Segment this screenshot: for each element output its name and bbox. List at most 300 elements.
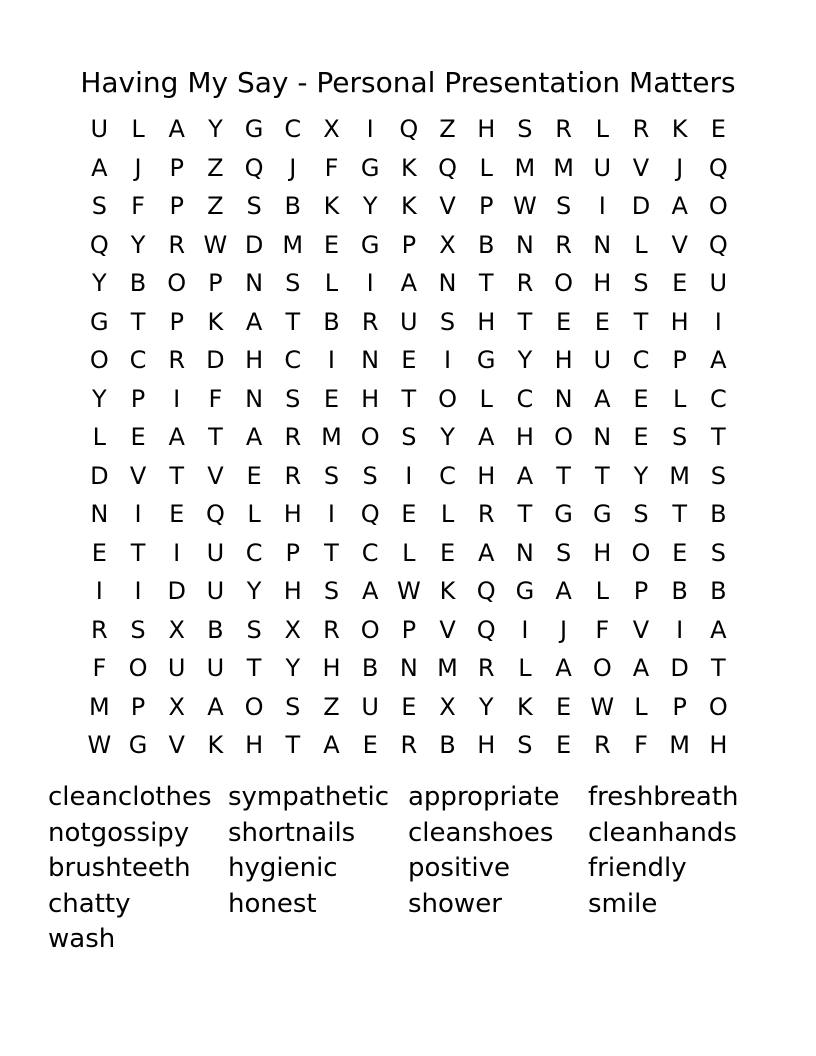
- grid-letter: L: [324, 269, 339, 297]
- grid-letter: L: [634, 692, 648, 721]
- grid-letter: S: [323, 577, 340, 605]
- grid-letter: P: [672, 346, 687, 374]
- grid-letter: L: [440, 500, 455, 528]
- letter-grid: [80, 110, 740, 765]
- grid-letter: R: [168, 346, 186, 374]
- grid-letter: T: [285, 307, 301, 336]
- grid-letter: F: [131, 192, 145, 220]
- grid-letter: Z: [323, 692, 340, 721]
- grid-letter: Y: [517, 346, 533, 374]
- word-list-item: brushteeth: [48, 853, 191, 883]
- grid-letter: S: [362, 461, 378, 490]
- grid-letter: R: [323, 615, 340, 644]
- grid-letter: J: [676, 153, 684, 182]
- grid-letter: E: [556, 731, 572, 759]
- grid-letter: V: [207, 461, 224, 490]
- grid-letter: G: [244, 115, 264, 143]
- grid-letter: E: [130, 423, 146, 451]
- grid-letter: G: [515, 577, 535, 605]
- grid-letter: A: [361, 577, 379, 605]
- grid-letter: I: [327, 500, 335, 528]
- grid-row: [80, 572, 740, 611]
- grid-letter: P: [633, 577, 649, 605]
- grid-letter: T: [130, 538, 146, 567]
- grid-letter: L: [672, 384, 687, 413]
- grid-letter: W: [396, 577, 421, 605]
- grid-letter: A: [671, 192, 688, 220]
- grid-row: [80, 534, 740, 573]
- grid-row: [80, 264, 740, 303]
- grid-letter: E: [169, 500, 185, 528]
- grid-letter: H: [554, 346, 573, 374]
- grid-letter: O: [89, 346, 109, 374]
- grid-letter: N: [399, 654, 418, 682]
- grid-letter: L: [595, 115, 609, 143]
- grid-letter: H: [477, 115, 496, 143]
- grid-letter: T: [130, 307, 146, 336]
- grid-letter: R: [593, 731, 611, 759]
- grid-letter: M: [282, 230, 304, 259]
- grid-letter: W: [87, 731, 112, 759]
- grid-letter: T: [246, 654, 262, 682]
- grid-letter: T: [711, 654, 726, 682]
- grid-letter: H: [322, 654, 341, 682]
- grid-letter: U: [206, 577, 225, 605]
- word-list-item: cleanshoes: [408, 817, 554, 848]
- grid-letter: S: [246, 192, 262, 220]
- grid-letter: D: [244, 230, 264, 259]
- word-list-item: appropriate: [408, 782, 560, 812]
- grid-letter: A: [478, 538, 495, 567]
- grid-letter: B: [207, 615, 224, 644]
- grid-letter: H: [477, 731, 496, 759]
- grid-letter: L: [479, 153, 493, 182]
- grid-letter: O: [708, 192, 728, 220]
- grid-letter: G: [360, 153, 380, 182]
- word-list-item: friendly: [588, 853, 687, 883]
- grid-letter: N: [515, 230, 534, 259]
- grid-letter: H: [245, 731, 264, 759]
- grid-letter: K: [517, 692, 533, 721]
- grid-letter: B: [361, 654, 379, 682]
- grid-letter: A: [478, 423, 495, 451]
- grid-letter: S: [130, 615, 146, 644]
- grid-letter: Q: [708, 153, 728, 182]
- grid-letter: K: [323, 192, 340, 220]
- grid-letter: V: [632, 615, 650, 644]
- grid-letter: I: [95, 577, 103, 605]
- grid-letter: T: [672, 500, 687, 528]
- word-list-item: chatty: [48, 888, 131, 919]
- grid-letter: A: [245, 423, 263, 451]
- grid-letter: A: [710, 346, 727, 374]
- grid-letter: S: [285, 692, 301, 721]
- grid-letter: G: [90, 307, 109, 336]
- grid-letter: S: [285, 269, 301, 297]
- grid-letter: A: [632, 654, 650, 682]
- grid-letter: E: [401, 500, 417, 528]
- word-list-item: wash: [48, 924, 116, 954]
- grid-letter: S: [517, 731, 533, 759]
- grid-letter: G: [476, 346, 496, 374]
- grid-letter: A: [516, 461, 534, 490]
- grid-letter: S: [439, 307, 456, 336]
- grid-letter: U: [593, 153, 612, 182]
- grid-letter: U: [206, 538, 225, 567]
- grid-letter: K: [207, 307, 224, 336]
- grid-letter: H: [477, 307, 496, 336]
- grid-letter: S: [323, 461, 340, 490]
- grid-letter: V: [632, 153, 650, 182]
- grid-letter: O: [631, 538, 651, 567]
- word-list-item: cleanhands: [588, 817, 737, 848]
- grid-letter: O: [554, 423, 574, 451]
- grid-letter: G: [128, 731, 148, 759]
- grid-letter: C: [245, 538, 263, 567]
- grid-letter: P: [169, 307, 184, 336]
- grid-letter: R: [516, 269, 534, 297]
- grid-letter: R: [284, 423, 302, 451]
- grid-letter: B: [323, 307, 340, 336]
- grid-letter: H: [477, 461, 496, 490]
- grid-letter: O: [438, 384, 457, 413]
- grid-letter: E: [246, 461, 262, 490]
- grid-letter: X: [439, 230, 456, 259]
- grid-letter: R: [555, 115, 572, 143]
- grid-letter: L: [479, 384, 493, 413]
- grid-letter: F: [324, 153, 339, 182]
- grid-letter: P: [130, 384, 146, 413]
- grid-letter: E: [323, 384, 340, 413]
- grid-letter: N: [593, 230, 612, 259]
- grid-letter: A: [168, 115, 185, 143]
- grid-letter: E: [401, 692, 417, 721]
- grid-letter: V: [129, 461, 147, 490]
- grid-letter: U: [90, 115, 109, 143]
- grid-letter: B: [284, 192, 302, 220]
- grid-letter: J: [560, 615, 568, 644]
- grid-letter: B: [439, 731, 456, 759]
- grid-letter: R: [400, 731, 418, 759]
- grid-letter: R: [284, 461, 302, 490]
- grid-letter: N: [245, 269, 264, 297]
- grid-letter: S: [710, 538, 726, 567]
- grid-letter: T: [633, 307, 649, 336]
- grid-letter: P: [401, 615, 417, 644]
- grid-letter: Y: [208, 115, 223, 143]
- grid-letter: H: [515, 423, 534, 451]
- grid-letter: M: [514, 153, 536, 182]
- grid-letter: A: [245, 307, 263, 336]
- grid-letter: N: [438, 269, 457, 297]
- grid-letter: Z: [207, 192, 224, 220]
- grid-letter: T: [285, 731, 301, 759]
- grid-letter: R: [477, 500, 495, 528]
- grid-letter: G: [360, 230, 380, 259]
- grid-letter: V: [671, 230, 688, 259]
- grid-letter: U: [206, 654, 225, 682]
- grid-letter: O: [554, 269, 574, 297]
- grid-letter: M: [321, 423, 342, 451]
- grid-letter: P: [285, 538, 301, 567]
- grid-row: [80, 611, 740, 650]
- word-list-item: freshbreath: [588, 782, 739, 812]
- grid-letter: S: [246, 615, 262, 644]
- grid-letter: Q: [89, 230, 109, 259]
- grid-letter: A: [710, 615, 727, 644]
- grid-letter: Y: [285, 654, 301, 682]
- grid-letter: F: [208, 384, 223, 413]
- grid-letter: T: [594, 461, 610, 490]
- grid-letter: K: [400, 153, 417, 182]
- grid-letter: N: [245, 384, 264, 413]
- grid-letter: R: [632, 115, 650, 143]
- grid-letter: L: [92, 423, 107, 451]
- grid-row: [80, 418, 740, 457]
- grid-letter: L: [518, 654, 532, 682]
- grid-letter: W: [203, 230, 228, 259]
- grid-letter: S: [555, 538, 572, 567]
- grid-letter: M: [553, 153, 574, 182]
- word-list-item: shortnails: [228, 817, 356, 848]
- grid-letter: S: [633, 500, 649, 528]
- grid-letter: S: [285, 384, 301, 413]
- grid-letter: I: [134, 500, 142, 528]
- grid-letter: B: [710, 500, 727, 528]
- grid-letter: Q: [399, 115, 419, 143]
- grid-letter: R: [555, 230, 572, 259]
- grid-letter: S: [555, 192, 572, 220]
- grid-letter: F: [595, 615, 610, 644]
- grid-letter: S: [401, 423, 417, 451]
- grid-letter: X: [439, 692, 456, 721]
- grid-letter: A: [323, 731, 340, 759]
- grid-row: [80, 226, 740, 265]
- grid-letter: S: [710, 461, 726, 490]
- grid-letter: C: [516, 384, 534, 413]
- grid-letter: E: [401, 346, 417, 374]
- word-list-item: sympathetic: [228, 782, 390, 812]
- grid-letter: W: [513, 192, 537, 220]
- grid-letter: G: [554, 500, 573, 528]
- grid-letter: X: [323, 115, 340, 143]
- grid-letter: Y: [478, 692, 494, 721]
- grid-letter: H: [593, 538, 612, 567]
- grid-letter: T: [556, 461, 571, 490]
- grid-letter: T: [208, 423, 223, 451]
- grid-letter: S: [91, 192, 107, 220]
- grid-letter: Q: [476, 615, 496, 644]
- grid-letter: L: [247, 500, 261, 528]
- grid-letter: L: [131, 115, 145, 143]
- grid-letter: M: [669, 461, 691, 490]
- grid-letter: Q: [476, 577, 496, 605]
- grid-letter: L: [634, 230, 648, 259]
- grid-letter: Q: [708, 230, 728, 259]
- grid-letter: F: [634, 731, 648, 759]
- grid-letter: A: [168, 423, 185, 451]
- grid-letter: S: [633, 269, 649, 297]
- grid-letter: K: [400, 192, 417, 220]
- grid-letter: O: [128, 654, 148, 682]
- grid-letter: C: [129, 346, 147, 374]
- grid-letter: I: [366, 115, 374, 143]
- grid-letter: L: [595, 577, 609, 605]
- page-title: Having My Say - Personal Presentation Matters: [80, 65, 736, 99]
- grid-letter: X: [284, 615, 301, 644]
- grid-letter: E: [594, 307, 610, 336]
- grid-letter: I: [521, 615, 529, 644]
- grid-letter: N: [593, 423, 612, 451]
- grid-letter: Y: [246, 577, 262, 605]
- grid-row: [80, 341, 740, 380]
- grid-letter: C: [439, 461, 456, 490]
- grid-letter: I: [676, 615, 684, 644]
- grid-letter: N: [554, 384, 573, 413]
- grid-letter: I: [366, 269, 374, 297]
- grid-letter: H: [283, 577, 302, 605]
- grid-letter: E: [672, 538, 688, 567]
- grid-letter: I: [173, 384, 181, 413]
- grid-row: [80, 187, 740, 226]
- word-list-item: shower: [408, 888, 502, 919]
- grid-letter: H: [283, 500, 302, 528]
- grid-letter: I: [598, 192, 606, 220]
- grid-letter: S: [672, 423, 688, 451]
- grid-letter: H: [670, 307, 689, 336]
- grid-letter: E: [323, 230, 340, 259]
- word-list-item: hygienic: [228, 853, 338, 883]
- word-list-item: positive: [408, 853, 510, 883]
- grid-letter: V: [168, 731, 185, 759]
- grid-letter: O: [244, 692, 264, 721]
- grid-letter: E: [633, 423, 649, 451]
- grid-letter: E: [672, 269, 688, 297]
- grid-letter: S: [517, 115, 533, 143]
- grid-letter: I: [173, 538, 181, 567]
- grid-letter: Y: [633, 461, 649, 490]
- grid-letter: L: [402, 538, 416, 567]
- grid-letter: G: [592, 500, 612, 528]
- grid-letter: C: [284, 346, 302, 374]
- grid-letter: E: [439, 538, 456, 567]
- grid-letter: C: [632, 346, 650, 374]
- grid-letter: P: [169, 153, 184, 182]
- grid-letter: X: [168, 692, 185, 721]
- grid-letter: U: [593, 346, 612, 374]
- grid-letter: N: [361, 346, 380, 374]
- grid-letter: O: [708, 692, 728, 721]
- grid-letter: U: [361, 692, 379, 721]
- grid-letter: T: [401, 384, 417, 413]
- grid-letter: U: [709, 269, 728, 297]
- grid-letter: P: [208, 269, 223, 297]
- grid-letter: M: [669, 731, 691, 759]
- grid-letter: A: [555, 654, 572, 682]
- grid-letter: T: [711, 423, 726, 451]
- grid-letter: K: [671, 115, 688, 143]
- grid-row: [80, 149, 740, 188]
- grid-letter: H: [593, 269, 612, 297]
- grid-letter: Y: [362, 192, 378, 220]
- grid-letter: E: [556, 692, 572, 721]
- grid-letter: O: [592, 654, 612, 682]
- grid-letter: E: [556, 307, 572, 336]
- grid-letter: I: [443, 346, 452, 374]
- word-list-item: notgossipy: [48, 817, 190, 848]
- grid-letter: P: [672, 692, 687, 721]
- word-list: [48, 780, 768, 958]
- grid-letter: Y: [92, 269, 107, 297]
- grid-letter: Q: [438, 153, 457, 182]
- grid-letter: A: [91, 153, 108, 182]
- grid-letter: Y: [130, 230, 146, 259]
- grid-letter: T: [517, 307, 533, 336]
- grid-letter: Y: [92, 384, 107, 413]
- grid-letter: H: [709, 731, 728, 759]
- grid-row: [80, 457, 740, 496]
- grid-letter: R: [477, 654, 495, 682]
- grid-letter: A: [555, 577, 572, 605]
- grid-letter: M: [437, 654, 458, 682]
- grid-letter: R: [361, 307, 379, 336]
- grid-letter: B: [671, 577, 688, 605]
- grid-letter: E: [362, 731, 378, 759]
- grid-letter: F: [92, 654, 107, 682]
- grid-letter: D: [670, 654, 689, 682]
- grid-letter: O: [360, 423, 380, 451]
- grid-letter: B: [129, 269, 147, 297]
- grid-letter: R: [91, 615, 108, 644]
- grid-letter: U: [167, 654, 186, 682]
- grid-letter: O: [360, 615, 380, 644]
- grid-letter: E: [91, 538, 107, 567]
- grid-letter: U: [400, 307, 418, 336]
- grid-letter: C: [284, 115, 302, 143]
- grid-letter: Q: [205, 500, 225, 528]
- grid-letter: W: [590, 692, 615, 721]
- grid-letter: B: [477, 230, 495, 259]
- grid-letter: P: [401, 230, 417, 259]
- grid-letter: V: [439, 192, 456, 220]
- grid-letter: R: [168, 230, 186, 259]
- grid-row: [80, 380, 740, 419]
- grid-letter: P: [169, 192, 184, 220]
- grid-letter: C: [709, 384, 727, 413]
- grid-letter: I: [405, 461, 413, 490]
- grid-letter: T: [517, 500, 533, 528]
- grid-row: [80, 726, 740, 765]
- grid-letter: Y: [440, 423, 455, 451]
- grid-letter: I: [134, 577, 142, 605]
- grid-letter: I: [714, 307, 722, 336]
- grid-letter: I: [327, 346, 335, 374]
- grid-letter: M: [88, 692, 110, 721]
- grid-letter: H: [245, 346, 264, 374]
- grid-letter: X: [168, 615, 185, 644]
- grid-letter: K: [439, 577, 456, 605]
- grid-letter: P: [478, 192, 494, 220]
- grid-letter: A: [400, 269, 418, 297]
- grid-letter: C: [361, 538, 379, 567]
- word-list-item: honest: [228, 888, 317, 919]
- grid-letter: T: [478, 269, 494, 297]
- grid-row: [80, 495, 740, 534]
- grid-letter: N: [90, 500, 109, 528]
- grid-row: [80, 110, 740, 149]
- grid-row: [80, 649, 740, 688]
- grid-letter: Z: [207, 153, 224, 182]
